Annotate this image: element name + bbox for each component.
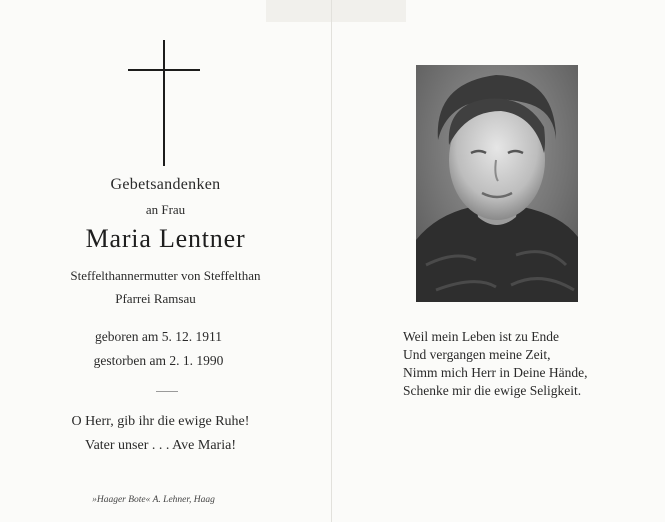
- portrait-photo: [416, 65, 578, 302]
- deceased-role: Steffelthannermutter von Steffelthan: [70, 268, 261, 283]
- birth-date: geboren am 5. 12. 1911: [95, 329, 222, 344]
- memorial-verse: [403, 328, 643, 400]
- verse-line: Weil mein Leben ist zu Ende: [403, 329, 559, 344]
- left-page: [0, 0, 331, 522]
- divider: [156, 391, 178, 392]
- prayer-line-1: O Herr, gib ihr die ewige Ruhe!: [71, 414, 250, 429]
- prayer-line-2: Vater unser . . . Ave Maria!: [85, 438, 236, 453]
- verse-line: Schenke mir die ewige Seligkeit.: [403, 383, 582, 398]
- death-date: gestorben am 2. 1. 1990: [93, 353, 224, 368]
- verse-line: Und vergangen meine Zeit,: [403, 347, 551, 362]
- deceased-name: Maria Lentner: [85, 224, 246, 253]
- card-fold-line: [331, 0, 332, 522]
- salutation: an Frau: [145, 202, 186, 217]
- card-heading: Gebetsandenken: [110, 176, 221, 193]
- parish: Pfarrei Ramsau: [115, 291, 196, 306]
- verse-line: Nimm mich Herr in Deine Hände,: [403, 365, 588, 380]
- printer-imprint: »Haager Bote« A. Lehner, Haag: [92, 495, 215, 505]
